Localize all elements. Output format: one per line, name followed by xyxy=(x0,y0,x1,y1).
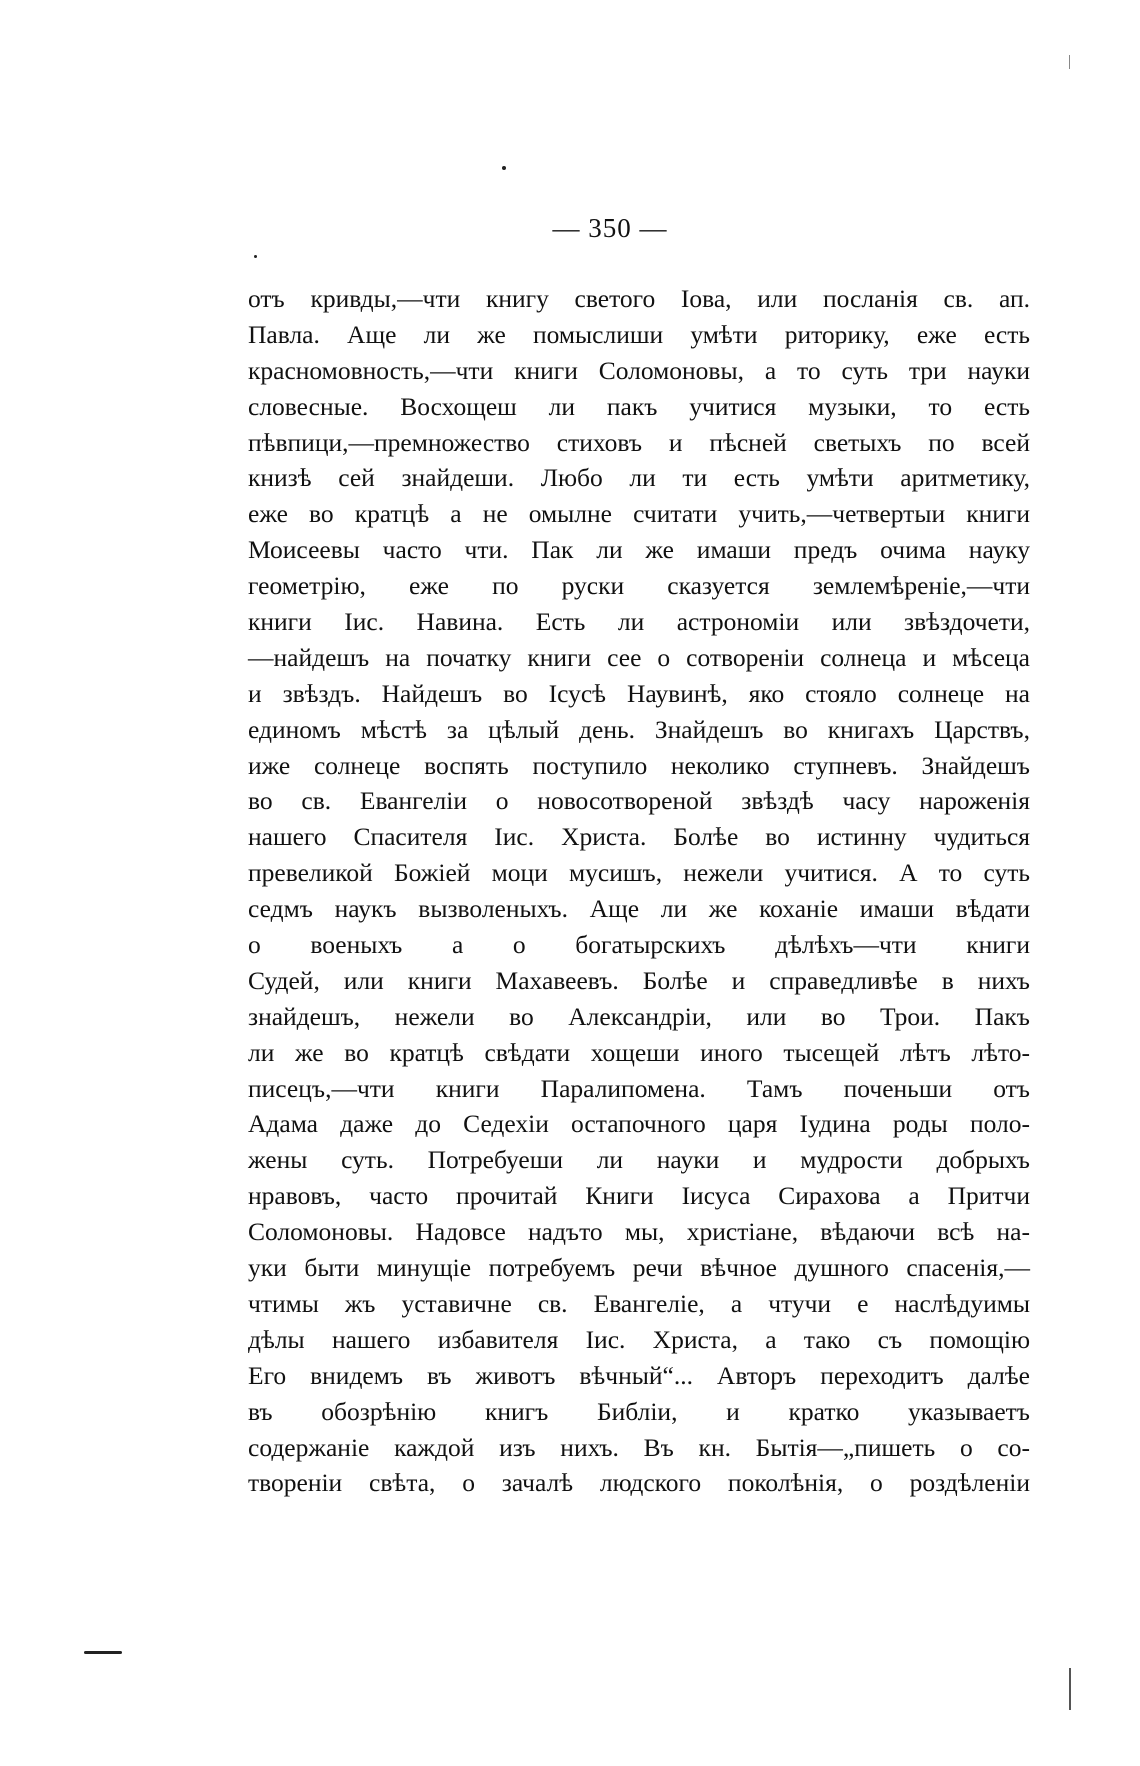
text-line: дѣлы нашего избавителя Іис. Христа, а тако съ помощію xyxy=(248,1324,1030,1354)
text-line: пѣвпици,—премножество стиховъ и пѣсней светыхъ по всей xyxy=(248,427,1030,457)
text-line: седмъ наукъ вызволеныхъ. Аще ли же коханіе имаши вѣдати xyxy=(248,894,1030,924)
speck-mark xyxy=(254,255,257,258)
text-line: иже солнеце воспять поступило неколико ступневъ. Знайдешъ xyxy=(248,750,1030,780)
text-line: Его внидемъ въ животъ вѣчный“... Авторъ переходитъ далѣе xyxy=(248,1360,1030,1390)
text-line: уки быти минущіе потребуемъ речи вѣчное душного спасенія,— xyxy=(248,1253,1030,1283)
text-line: знайдешъ, нежели во Александріи, или во Трои. Пакъ xyxy=(248,1001,1030,1031)
text-line: —найдешъ на початку книги сее о сотвореніи солнеца и мѣсеца xyxy=(248,642,1030,672)
text-line: единомъ мѣстѣ за цѣлый день. Знайдешъ во книгахъ Царствъ, xyxy=(248,714,1030,744)
text-line: красномовность,—чти книги Соломоновы, а то суть три науки xyxy=(248,355,1030,385)
text-line: Павла. Аще ли же помыслиши умѣти риторику, еже есть xyxy=(248,319,1030,349)
text-line: нравовъ, часто прочитай Книги Іисуса Сирахова а Притчи xyxy=(248,1181,1030,1211)
text-line: твореніи свѣта, о зачалѣ людского поколѣнія, о роздѣленіи xyxy=(248,1468,1030,1498)
text-line: Моисеевы часто чти. Пак ли же имаши предъ очима науку xyxy=(248,535,1030,565)
text-line: превеликой Божіей моци мусишъ, нежели учитися. А то суть xyxy=(248,858,1030,888)
text-line: Судей, или книги Махавеевъ. Болѣе и справедливѣе в нихъ xyxy=(248,965,1030,995)
text-line: книзѣ сей знайдеши. Любо ли ти есть умѣти аритметику, xyxy=(248,463,1030,493)
text-line: во св. Евангеліи о новосотвореной звѣздѣ часу нароженія xyxy=(248,786,1030,816)
text-line: и звѣздъ. Найдешъ во Ісусѣ Наувинѣ, яко стояло солнеце на xyxy=(248,678,1030,708)
text-line: еже во кратцѣ а не омылне считати учить,—четвертыи книги xyxy=(248,499,1030,529)
speck-mark xyxy=(502,166,506,170)
text-line: жены суть. Потребуеши ли науки и мудрости добрыхъ xyxy=(248,1145,1030,1175)
margin-tick xyxy=(1069,1668,1071,1710)
text-line: о военыхъ а о богатырскихъ дѣлѣхъ—чти книги xyxy=(248,930,1030,960)
text-line: Соломоновы. Надовсе надъто мы, христіане, вѣдаючи всѣ на- xyxy=(248,1217,1030,1247)
text-line: чтимы жъ уставичне св. Евангеліе, а чтучи е наслѣдуимы xyxy=(248,1288,1030,1318)
text-line: писецъ,—чти книги Паралипомена. Тамъ поченьши отъ xyxy=(248,1073,1030,1103)
text-line: Адама даже до Седехіи остапочного царя Іудина роды поло- xyxy=(248,1109,1030,1139)
text-line: содержаніе каждой изъ нихъ. Въ кн. Бытія—„пишеть о со- xyxy=(248,1432,1030,1462)
text-line: геометрію, еже по руски сказуется землемѣреніе,—чти xyxy=(248,571,1030,601)
page-number: — 350 — xyxy=(552,213,668,243)
text-line: книги Іис. Навина. Есть ли астрономіи или звѣздочети, xyxy=(248,607,1030,637)
text-line: словесные. Восхощеш ли пакъ учитися музыки, то есть xyxy=(248,391,1030,421)
text-line: ли же во кратцѣ свѣдати хощеши иного тысещей лѣтъ лѣто- xyxy=(248,1037,1030,1067)
text-line: нашего Спасителя Іис. Христа. Болѣе во истинну чудиться xyxy=(248,822,1030,852)
body-text xyxy=(248,281,1030,1501)
margin-tick xyxy=(1069,55,1070,69)
text-line: въ обозрѣнію книгъ Библіи, и кратко указываетъ xyxy=(248,1396,1030,1426)
text-line: отъ кривды,—чти книгу светого Іова, или посланія св. ап. xyxy=(248,284,1030,313)
binding-shadow xyxy=(84,1651,122,1654)
